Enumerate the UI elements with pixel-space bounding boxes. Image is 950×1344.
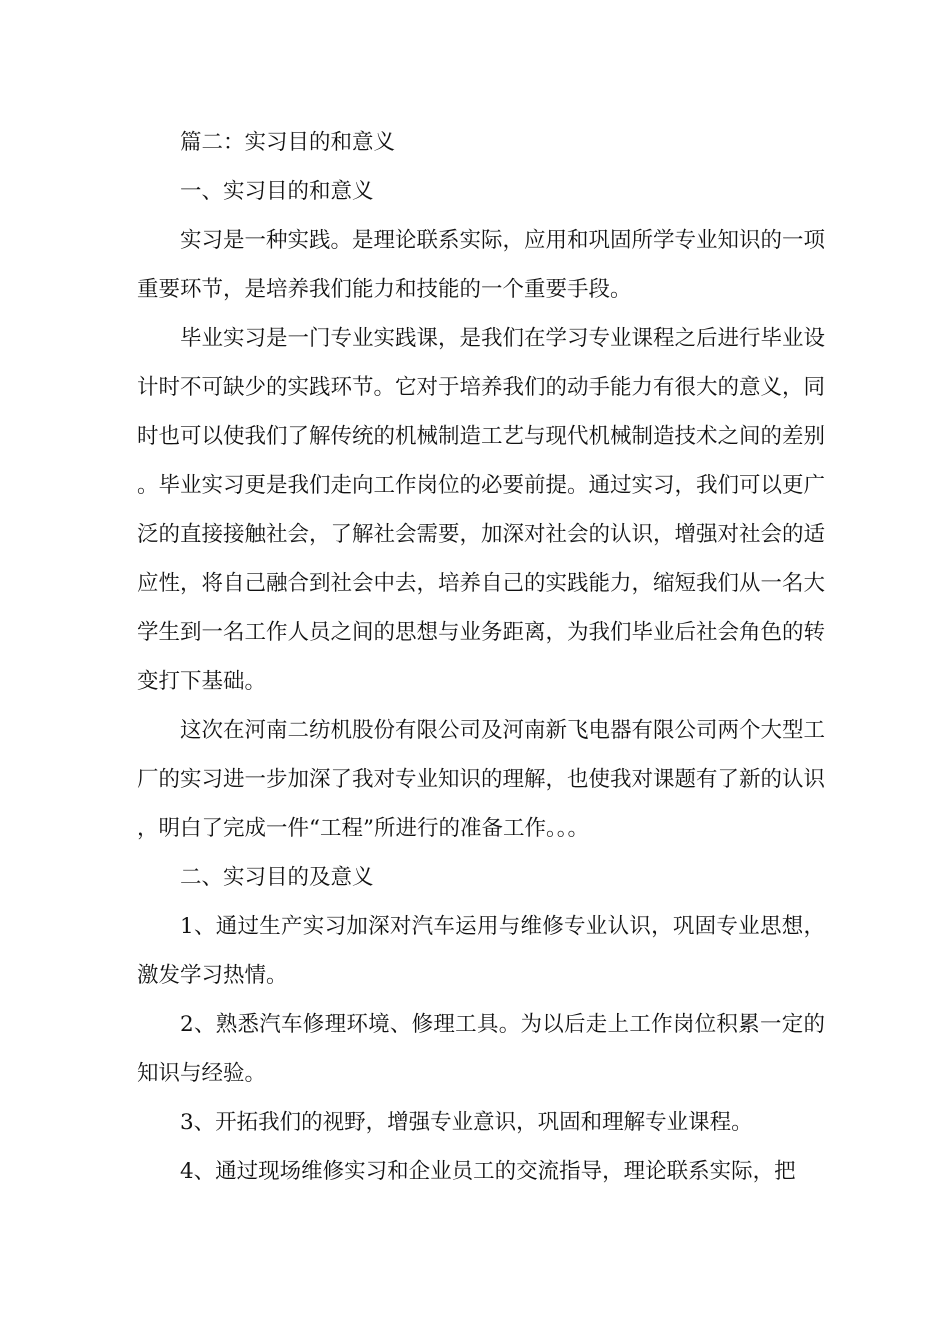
list-item-3: 3、开拓我们的视野，增强专业意识，巩固和理解专业课程。 [180,1110,753,1135]
list-item-2: 2、熟悉汽车修理环境、修理工具。为以后走上工作岗位积累一定的知识与经验。 [137,1012,825,1086]
paragraph-internship-definition: 实习是一种实践。是理论联系实际，应用和巩固所学专业知识的一项重要环节，是培养我们能力和技能的一个重要手段。 [137,228,826,302]
list-item-1: 1、通过生产实习加深对汽车运用与维修专业认识，巩固专业思想，激发学习热情。 [137,914,825,988]
document-title: 篇二：实习目的和意义 [180,130,396,155]
list-item-4: 4、通过现场维修实习和企业员工的交流指导，理论联系实际，把 [180,1159,796,1184]
section-heading-1: 一、实习目的和意义 [180,179,374,204]
paragraph-factory-internship: 这次在河南二纺机股份有限公司及河南新飞电器有限公司两个大型工厂的实习进一步加深了我对专业知识的理解，也使我对课题有了新的认识，明白了完成一件“工程”所进行的准备工作。。。 [137,718,826,841]
paragraph-graduation-internship: 毕业实习是一门专业实践课，是我们在学习专业课程之后进行毕业设计时不可缺少的实践环节。它对于培养我们的动手能力有很大的意义，同时也可以使我们了解传统的机械制造工艺与现代机械制造技术之间的差别。毕业实习更是我们走向工作岗位的必要前提。通过实习，我们可以更广泛的直接接触社会，了解社会需要，加深对社会的认识，增强对社会的适应性，将自己融合到社会中去，培养自己的实践能力，缩短我们从一名大学生到一名工作人员之间的思想与业务距离，为我们毕业后社会角色的转变打下基础。 [137,326,826,694]
section-heading-2: 二、实习目的及意义 [180,865,374,890]
document-body [137,118,825,1196]
